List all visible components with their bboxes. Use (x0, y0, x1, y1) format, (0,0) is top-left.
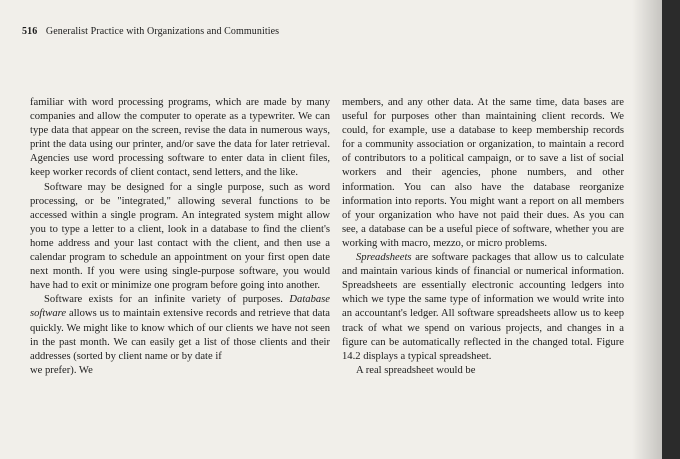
running-head (22, 26, 279, 37)
left-paragraph-2: Software may be designed for a single purpose, such as word processing, or be "integrated," allowing several functions to be accessed within a single program. An integrated system might allow you to type a letter to a client, look in a database to find the client's home address and your last contact with the client, and then use a calendar program to schedule an appointment on your first open date next month. If you were using single-purpose software, you would have had to exit or minimize one program before going into another. (30, 181, 330, 292)
right-paragraph-1: members, and any other data. At the same time, data bases are useful for purposes other than maintaining client records. We could, for example, use a database to keep membership records for a community association or organization, to maintain a record of contributors to a political campaign, or to save a list of social workers and their agencies, phone numbers, and other information. You can also have the database reorganize information into reports. You might want a report on all members of your organization who have not paid their dues. As you can see, a database can be a useful piece of software, whether you are working with macro, mezzo, or micro problems. (342, 97, 624, 249)
left-paragraph-3-text-b: allows us to maintain extensive records and retrieve that data quickly. We might like to know which of our clients we have not seen in the past month. We can easily get a list of those clients and their addresses (sorted by client name or by date if (30, 308, 330, 362)
term-database-software: Database software (30, 294, 330, 320)
right-paragraph-2 (342, 251, 624, 364)
left-column (30, 96, 330, 378)
left-cut-line: we prefer). We (30, 364, 93, 376)
running-title: Generalist Practice with Organizations and Communities (45, 26, 280, 37)
left-paragraph-3 (30, 293, 330, 363)
term-spreadsheets: Spreadsheets (356, 252, 412, 264)
page-number: 516 (22, 26, 38, 37)
left-paragraph-3-text-a: Software exists for an infinite variety of purposes. (44, 294, 283, 306)
right-column (342, 96, 624, 378)
left-paragraph-1: familiar with word processing programs, which are made by many companies and allow the computer to operate as a typewriter. We can type data that appear on the screen, revise the data in numerous ways, print the data using our printer, and/or save the data for later retrieval. Agencies use word processing software to enter data in client files, keep worker records of client contact, send letters, and the like. (30, 97, 330, 179)
right-cut-line: A real spreadsheet would be (356, 364, 476, 376)
page-edge-shadow (632, 0, 662, 459)
right-paragraph-2-text: are software packages that allow us to calculate and maintain various kinds of financial or numerical information. Spreadsheets are essentially electronic accounting ledgers into which we type the same type of information we would write into an accountant's ledger. All software spreadsheets allow us to keep track of what we spend on various projects, and changes in a figure can be automatically reflected in the changed total. Figure 14.2 displays a typical spreadsheet. (342, 252, 625, 362)
